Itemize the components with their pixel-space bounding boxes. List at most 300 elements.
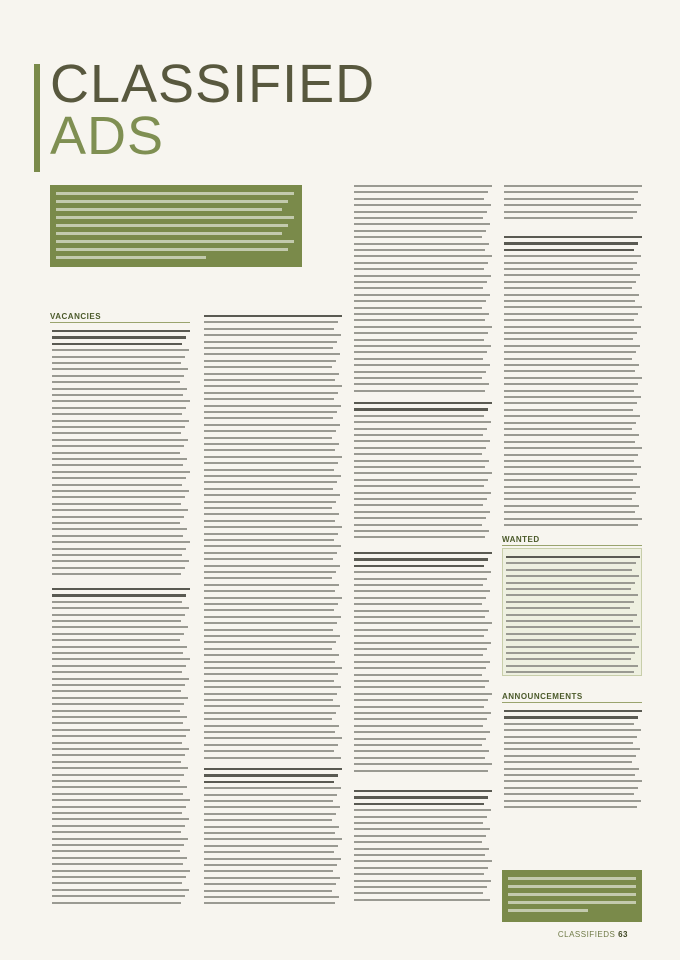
- text-line: [354, 725, 483, 727]
- text-line: [354, 661, 490, 663]
- text-line: [504, 383, 638, 385]
- text-line: [354, 434, 483, 436]
- text-line: [52, 646, 187, 648]
- text-line: [52, 658, 190, 660]
- text-line: [506, 620, 633, 622]
- text-line: [354, 421, 491, 423]
- text-line: [204, 385, 342, 387]
- text-line: [354, 262, 488, 264]
- text-line: [204, 648, 332, 650]
- intro-text-line: [56, 248, 288, 251]
- text-line: [52, 889, 189, 891]
- text-line: [52, 356, 185, 358]
- text-line: [504, 723, 634, 725]
- text-line: [52, 620, 181, 622]
- text-line: [204, 334, 341, 336]
- text-line: [204, 590, 335, 592]
- text-line: [52, 870, 190, 872]
- text-line: [504, 518, 642, 520]
- text-line: [504, 370, 635, 372]
- text-line: [354, 693, 492, 695]
- text-line: [52, 716, 187, 718]
- text-line: [504, 249, 634, 251]
- text-line: [354, 873, 484, 875]
- text-line: [52, 876, 186, 878]
- text-line: [354, 364, 490, 366]
- text-line: [354, 552, 492, 554]
- text-line: [354, 763, 492, 765]
- text-line: [354, 796, 488, 798]
- text-line: [354, 610, 489, 612]
- text-line: [354, 511, 490, 513]
- text-line: [354, 892, 483, 894]
- text-line: [52, 850, 180, 852]
- text-line: [52, 413, 182, 415]
- text-line: [504, 768, 639, 770]
- text-line: [504, 716, 638, 718]
- text-line: [204, 712, 336, 714]
- text-line: [504, 236, 642, 238]
- text-line: [52, 690, 181, 692]
- text-line: [52, 665, 186, 667]
- text-line: [204, 398, 334, 400]
- text-line: [204, 667, 342, 669]
- intro-text-line: [56, 216, 294, 219]
- text-line: [204, 832, 335, 834]
- text-line: [204, 673, 338, 675]
- text-line: [354, 622, 492, 624]
- text-line: [204, 328, 334, 330]
- text-line: [52, 336, 186, 338]
- text-line: [354, 223, 490, 225]
- section-rule: [502, 702, 642, 703]
- text-line: [354, 383, 489, 385]
- text-line: [52, 684, 185, 686]
- text-line: [52, 825, 185, 827]
- text-line: [506, 658, 631, 660]
- text-line: [204, 597, 342, 599]
- text-line: [204, 449, 335, 451]
- text-line: [354, 307, 482, 309]
- text-line: [354, 686, 485, 688]
- text-line: [354, 517, 486, 519]
- text-line: [204, 718, 332, 720]
- text-line: [204, 654, 339, 656]
- text-line: [504, 742, 633, 744]
- text-line: [204, 629, 333, 631]
- text-line: [52, 503, 181, 505]
- text-line: [354, 899, 490, 901]
- text-line: [354, 504, 483, 506]
- text-line: [354, 848, 489, 850]
- text-line: [354, 339, 484, 341]
- text-line: [52, 857, 187, 859]
- text-line: [204, 813, 336, 815]
- text-line: [504, 441, 635, 443]
- text-line: [52, 432, 181, 434]
- text-line: [506, 575, 639, 577]
- text-line: [52, 509, 188, 511]
- text-line: [504, 761, 632, 763]
- text-line: [354, 680, 489, 682]
- text-line: [52, 652, 183, 654]
- text-line: [204, 405, 341, 407]
- text-line: [204, 781, 334, 783]
- text-line: [52, 560, 189, 562]
- text-line: [504, 729, 641, 731]
- text-line: [506, 582, 635, 584]
- text-line: [52, 420, 189, 422]
- text-line: [52, 601, 182, 603]
- text-line: [504, 780, 642, 782]
- text-line: [204, 800, 333, 802]
- text-line: [504, 466, 641, 468]
- text-line: [354, 415, 484, 417]
- text-line: [204, 737, 342, 739]
- text-line: [504, 326, 641, 328]
- text-line: [52, 729, 190, 731]
- text-line: [504, 511, 635, 513]
- text-line: [354, 635, 484, 637]
- text-line: [52, 375, 184, 377]
- intro-text-line: [56, 208, 282, 211]
- promo-text-line: [508, 885, 636, 888]
- text-line: [204, 609, 334, 611]
- text-line: [52, 806, 186, 808]
- title-accent-bar: [34, 64, 40, 172]
- text-line: [504, 415, 640, 417]
- text-line: [354, 230, 486, 232]
- text-line: [204, 902, 335, 904]
- text-line: [204, 686, 341, 688]
- text-line: [52, 902, 181, 904]
- text-line: [354, 479, 488, 481]
- text-line: [52, 464, 183, 466]
- intro-text-line: [56, 240, 294, 243]
- text-line: [506, 601, 634, 603]
- text-line: [354, 498, 487, 500]
- text-line: [204, 699, 333, 701]
- text-line: [354, 738, 486, 740]
- text-line: [354, 809, 491, 811]
- text-line: [204, 411, 337, 413]
- text-line: [354, 835, 486, 837]
- text-line: [52, 496, 185, 498]
- text-line: [204, 744, 338, 746]
- text-line: [354, 275, 491, 277]
- text-line: [52, 573, 181, 575]
- text-line: [354, 571, 491, 573]
- promo-text-line: [508, 901, 636, 904]
- text-line: [52, 381, 180, 383]
- text-line: [204, 526, 342, 528]
- text-line: [504, 204, 641, 206]
- text-line: [52, 614, 185, 616]
- text-line: [204, 341, 337, 343]
- text-line: [204, 360, 336, 362]
- text-line: [504, 255, 641, 257]
- wanted-ad-box: [502, 548, 642, 676]
- text-line: [52, 541, 190, 543]
- text-line: [204, 565, 340, 567]
- text-line: [504, 319, 634, 321]
- page-number: 63: [618, 930, 628, 939]
- text-line: [204, 851, 334, 853]
- text-line: [354, 590, 490, 592]
- text-line: [354, 674, 482, 676]
- text-line: [504, 332, 637, 334]
- text-line: [504, 377, 642, 379]
- text-line: [52, 368, 188, 370]
- text-line: [204, 552, 337, 554]
- text-line: [52, 639, 180, 641]
- text-line: [354, 699, 488, 701]
- text-line: [52, 774, 184, 776]
- text-line: [504, 800, 641, 802]
- text-line: [354, 447, 486, 449]
- text-line: [504, 498, 632, 500]
- text-line: [504, 191, 638, 193]
- text-line: [354, 597, 486, 599]
- text-line: [354, 345, 491, 347]
- text-line: [204, 750, 334, 752]
- text-line: [52, 400, 190, 402]
- text-line: [354, 667, 486, 669]
- text-line: [504, 492, 636, 494]
- text-line: [354, 524, 482, 526]
- text-line: [354, 841, 482, 843]
- text-line: [354, 460, 489, 462]
- text-line: [204, 731, 335, 733]
- text-line: [52, 567, 185, 569]
- text-line: [504, 486, 640, 488]
- text-line: [354, 565, 484, 567]
- text-line: [504, 434, 639, 436]
- text-line: [52, 735, 186, 737]
- text-line: [204, 838, 342, 840]
- text-line: [354, 428, 487, 430]
- text-line: [504, 306, 642, 308]
- text-line: [204, 794, 337, 796]
- text-line: [354, 351, 487, 353]
- text-line: [204, 571, 336, 573]
- promo-text-line: [508, 909, 588, 912]
- text-line: [204, 845, 338, 847]
- text-line: [354, 616, 485, 618]
- text-line: [504, 217, 633, 219]
- text-line: [204, 877, 340, 879]
- text-line: [504, 294, 639, 296]
- text-line: [504, 422, 636, 424]
- intro-text-line: [56, 224, 288, 227]
- text-line: [354, 319, 485, 321]
- text-line: [354, 236, 482, 238]
- text-line: [504, 748, 640, 750]
- text-line: [52, 388, 187, 390]
- text-line: [204, 819, 332, 821]
- text-line: [204, 392, 338, 394]
- text-line: [204, 507, 332, 509]
- intro-text-line: [56, 192, 294, 195]
- text-line: [52, 535, 183, 537]
- text-line: [504, 479, 633, 481]
- text-line: [52, 844, 184, 846]
- text-line: [504, 300, 635, 302]
- text-line: [52, 882, 182, 884]
- text-line: [52, 349, 189, 351]
- text-line: [52, 588, 190, 590]
- text-line: [204, 603, 338, 605]
- text-line: [354, 332, 488, 334]
- title-line-classified: CLASSIFIED: [50, 54, 376, 114]
- text-line: [52, 490, 189, 492]
- section-rule: [502, 545, 642, 546]
- text-line: [354, 558, 488, 560]
- text-line: [204, 379, 335, 381]
- text-line: [354, 712, 491, 714]
- text-line: [204, 806, 340, 808]
- text-line: [354, 750, 489, 752]
- text-line: [204, 501, 336, 503]
- text-line: [504, 793, 634, 795]
- text-line: [354, 642, 491, 644]
- text-line: [52, 426, 185, 428]
- text-line: [204, 641, 336, 643]
- text-line: [52, 754, 185, 756]
- text-line: [52, 818, 189, 820]
- text-line: [506, 633, 636, 635]
- text-line: [354, 185, 492, 187]
- text-line: [354, 578, 487, 580]
- text-line: [52, 863, 183, 865]
- text-line: [204, 680, 334, 682]
- text-line: [204, 494, 340, 496]
- text-line: [354, 440, 490, 442]
- text-line: [354, 402, 492, 404]
- text-line: [504, 242, 638, 244]
- text-line: [52, 330, 190, 332]
- section-heading-wanted: WANTED: [502, 535, 540, 544]
- text-line: [52, 812, 182, 814]
- text-line: [354, 629, 488, 631]
- intro-box: [50, 185, 302, 267]
- text-line: [354, 268, 484, 270]
- text-line: [354, 390, 485, 392]
- text-line: [504, 358, 632, 360]
- text-line: [52, 484, 182, 486]
- text-line: [354, 243, 489, 245]
- text-line: [504, 505, 639, 507]
- promo-text-line: [508, 877, 636, 880]
- text-line: [504, 338, 633, 340]
- text-line: [354, 255, 492, 257]
- text-line: [204, 424, 340, 426]
- text-line: [354, 828, 490, 830]
- text-line: [504, 806, 637, 808]
- text-line: [354, 408, 488, 410]
- text-line: [52, 452, 180, 454]
- text-line: [504, 736, 637, 738]
- text-line: [354, 706, 484, 708]
- text-line: [204, 513, 339, 515]
- text-line: [204, 475, 341, 477]
- text-line: [52, 528, 187, 530]
- text-line: [504, 409, 633, 411]
- text-line: [354, 287, 483, 289]
- intro-text-line: [56, 256, 206, 259]
- text-line: [204, 896, 339, 898]
- text-line: [504, 755, 636, 757]
- text-line: [506, 665, 638, 667]
- text-line: [354, 377, 482, 379]
- text-line: [52, 722, 183, 724]
- text-line: [52, 439, 188, 441]
- text-line: [52, 793, 183, 795]
- text-line: [52, 458, 187, 460]
- text-line: [204, 558, 333, 560]
- text-line: [504, 710, 642, 712]
- text-line: [354, 326, 492, 328]
- text-line: [354, 880, 491, 882]
- text-line: [504, 198, 634, 200]
- text-line: [354, 204, 491, 206]
- text-line: [52, 516, 184, 518]
- text-line: [204, 622, 337, 624]
- text-line: [204, 787, 341, 789]
- text-line: [204, 577, 332, 579]
- text-line: [354, 492, 491, 494]
- text-line: [204, 533, 338, 535]
- text-line: [204, 693, 337, 695]
- text-line: [52, 607, 189, 609]
- promo-box: [502, 870, 642, 922]
- text-line: [506, 671, 634, 673]
- text-line: [204, 347, 333, 349]
- text-line: [204, 870, 333, 872]
- text-line: [52, 703, 184, 705]
- text-line: [354, 466, 485, 468]
- text-line: [506, 626, 640, 628]
- text-line: [504, 281, 636, 283]
- text-line: [204, 456, 342, 458]
- section-heading-vacancies: VACANCIES: [50, 312, 102, 321]
- text-line: [354, 867, 488, 869]
- text-line: [52, 471, 190, 473]
- text-line: [504, 262, 637, 264]
- text-line: [204, 858, 341, 860]
- text-line: [52, 748, 189, 750]
- text-line: [204, 488, 333, 490]
- text-line: [52, 799, 190, 801]
- text-line: [52, 831, 181, 833]
- text-line: [504, 774, 635, 776]
- text-line: [504, 390, 634, 392]
- text-line: [504, 268, 633, 270]
- text-line: [52, 594, 186, 596]
- text-line: [506, 556, 640, 558]
- text-line: [52, 394, 183, 396]
- text-line: [506, 562, 636, 564]
- text-line: [52, 343, 182, 345]
- text-line: [52, 895, 185, 897]
- text-line: [354, 860, 492, 862]
- text-line: [354, 472, 492, 474]
- text-line: [52, 761, 181, 763]
- text-line: [204, 545, 341, 547]
- text-line: [204, 768, 342, 770]
- text-line: [204, 366, 332, 368]
- section-rule: [50, 322, 190, 323]
